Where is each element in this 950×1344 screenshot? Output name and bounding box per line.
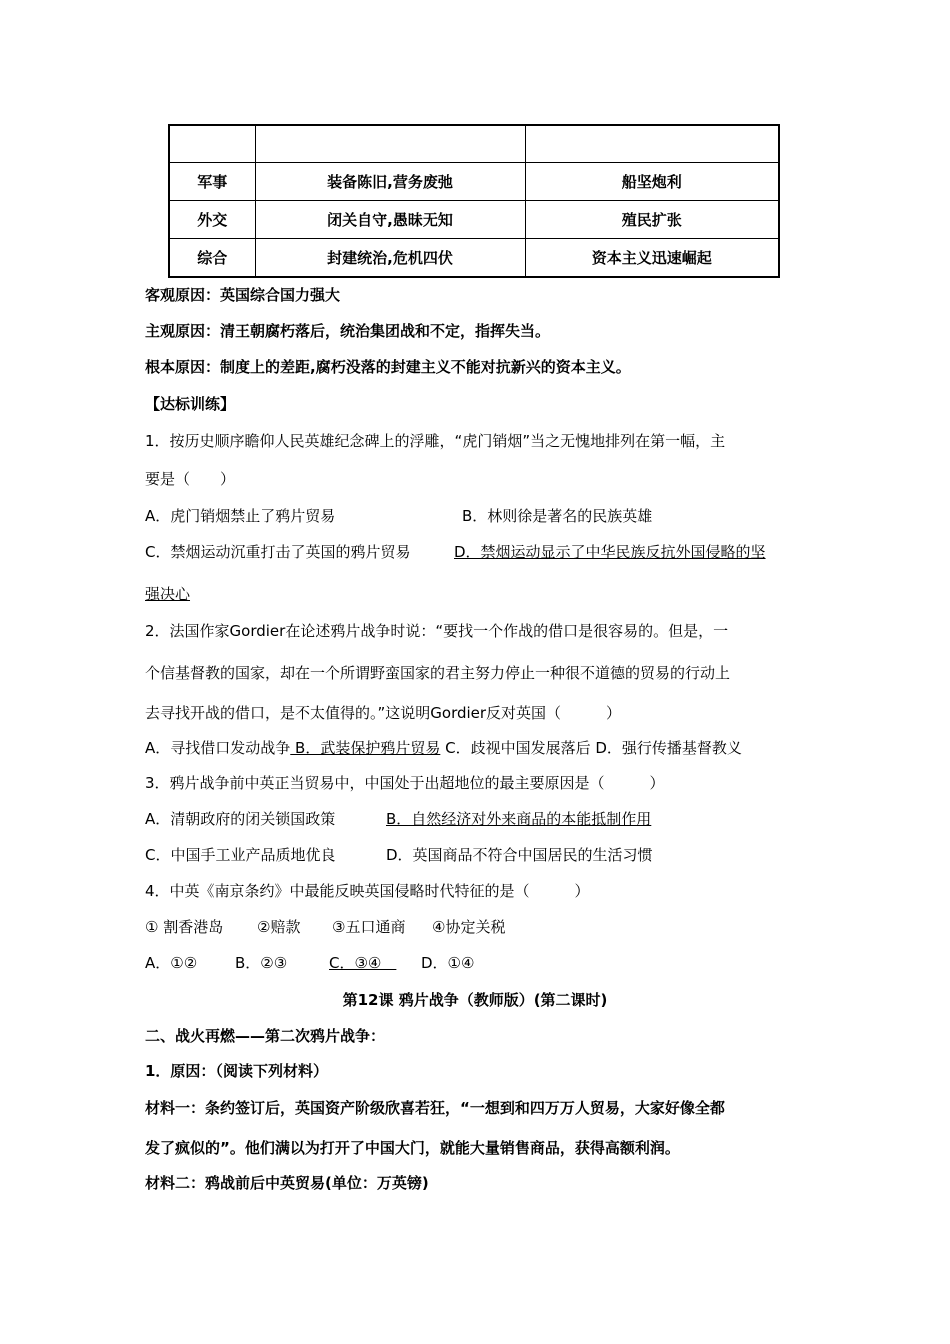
table-cell [255,125,525,163]
q2-option-a: A．寻找借口发动战争 [145,739,291,757]
q3-stem: 3．鸦片战争前中英正当贸易中，中国处于出超地位的最主要原因是（ ） [145,774,665,792]
lesson-title: 第12课 鸦片战争（教师版）(第二课时) [342,991,608,1009]
q4-item-3: ③五口通商 [332,918,406,936]
britain-cell: 资本主义迅速崛起 [525,239,779,278]
q3-option-a: A．清朝政府的闭关锁国政策 [145,810,336,828]
q1-option-d-cont: 强决心 [145,585,191,603]
q2-stem-line-2: 个信基督教的国家，却在一个所谓野蛮国家的君主努力停止一种很不道德的贸易的行动上 [145,664,731,682]
q1-option-c: C．禁烟运动沉重打击了英国的鸦片贸易 [145,543,411,561]
q4-items [145,916,505,938]
britain-cell: 船坚炮利 [525,163,779,201]
fundamental-reason: 根本原因：制度上的差距,腐朽没落的封建主义不能对抗新兴的资本主义。 [145,358,631,376]
table-row [169,239,779,278]
q2-stem-line-3: 去寻找开战的借口，是不太值得的。”这说明Gordier反对英国（ ） [145,704,622,722]
material-2: 材料二：鸦战前后中英贸易(单位：万英镑) [145,1174,429,1192]
q1-option-a: A．虎门销烟禁止了鸦片贸易 [145,507,336,525]
q1-stem-line-2: 要是（ ） [145,470,236,488]
q1-options-ab [145,505,652,527]
section-title: 【达标训练】 [145,395,236,413]
table-cell [525,125,779,163]
q3-option-b-answer: B．自然经济对外来商品的本能抵制作用 [386,810,652,828]
subjective-reason: 主观原因：清王朝腐朽落后，统治集团战和不定，指挥失当。 [145,322,551,340]
q2-options [145,737,742,759]
row-label: 军事 [169,163,255,201]
q3-options-cd [145,844,653,866]
table-cell [169,125,255,163]
q2-stem-line-1: 2．法国作家Gordier在论述鸦片战争时说：“要找一个作战的借口是很容易的。但是，一 [145,622,729,640]
qing-cell: 封建统治,危机四伏 [255,239,525,278]
q4-item-1: ① 割香港岛 [145,918,224,936]
material-1-line-2: 发了疯似的”。他们满以为打开了中国大门，就能大量销售商品，获得高额利润。 [145,1139,680,1157]
qing-cell: 闭关自守,愚昧无知 [255,201,525,239]
q4-option-c-answer: C．③④ [329,954,397,972]
q2-option-d: D．强行传播基督教义 [590,739,742,757]
q2-option-b-answer: B．武装保护鸦片贸易 [290,739,441,757]
q4-option-a: A．①② [145,954,198,972]
qing-cell: 装备陈旧,营务废弛 [255,163,525,201]
q3-option-d: D．英国商品不符合中国居民的生活习惯 [386,846,653,864]
row-label: 外交 [169,201,255,239]
row-label: 综合 [169,239,255,278]
q1-option-b: B．林则徐是著名的民族英雄 [462,507,653,525]
objective-reason: 客观原因：英国综合国力强大 [145,286,341,304]
q4-options [145,952,474,974]
q3-options-ab [145,808,651,830]
comparison-table [168,124,780,278]
q4-item-4: ④协定关税 [432,918,506,936]
q1-stem-line-1: 1．按历史顺序瞻仰人民英雄纪念碑上的浮雕，“虎门销烟”当之无愧地排列在第一幅，主 [145,432,726,450]
q1-option-d-answer: D．禁烟运动显示了中华民族反抗外国侵略的坚 [454,543,766,561]
q2-option-c: C．歧视中国发展落后 [440,739,591,757]
table-row [169,201,779,239]
part2-heading: 二、战火再燃——第二次鸦片战争： [145,1027,386,1045]
britain-cell: 殖民扩张 [525,201,779,239]
cause-heading: 1．原因：（阅读下列材料） [145,1062,328,1080]
table-row [169,125,779,163]
material-1-line-1: 材料一：条约签订后，英国资产阶级欣喜若狂，“一想到和四万万人贸易，大家好像全都 [145,1099,725,1117]
q1-options-cd [145,541,766,563]
q4-option-d: D．①④ [421,954,475,972]
q4-stem: 4．中英《南京条约》中最能反映英国侵略时代特征的是（ ） [145,882,590,900]
q4-option-b: B．②③ [235,954,288,972]
q4-item-2: ②赔款 [257,918,301,936]
q3-option-c: C．中国手工业产品质地优良 [145,846,336,864]
table-row [169,163,779,201]
